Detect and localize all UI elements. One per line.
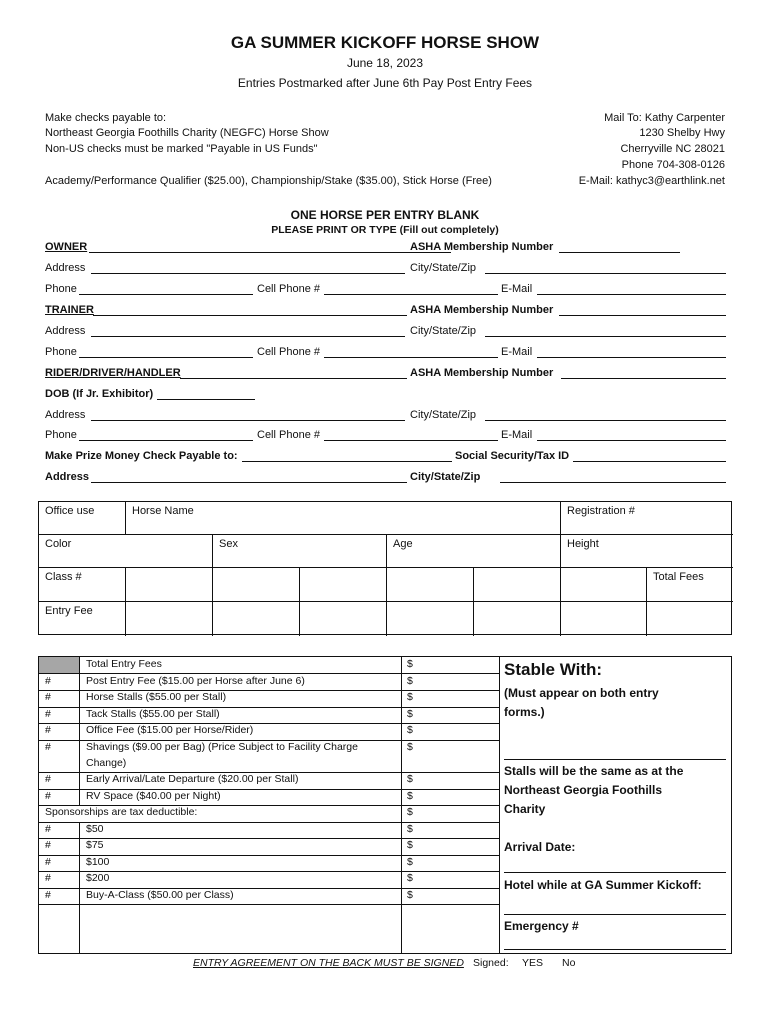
fee-label: $100	[86, 855, 110, 868]
fee-cell-5[interactable]	[474, 602, 561, 636]
sex-label: Sex	[219, 538, 238, 550]
height-cell[interactable]	[561, 535, 733, 568]
phone-label: Phone	[45, 429, 77, 441]
fee-label: Office Fee ($15.00 per Horse/Rider)	[86, 724, 254, 736]
mail-street: 1230 Shelby Hwy	[639, 127, 725, 139]
prize-address-field[interactable]	[91, 482, 407, 483]
fee-qty[interactable]: #	[45, 888, 51, 901]
post-entry-notice: Entries Postmarked after June 6th Pay Post Entry Fees	[237, 76, 533, 90]
fee-amount[interactable]: $	[407, 691, 413, 703]
fee-qty[interactable]: #	[45, 674, 51, 687]
owner-address-row	[45, 262, 726, 276]
signed-no-option[interactable]: No	[562, 957, 576, 969]
owner-label: OWNER	[45, 241, 88, 253]
trainer-city-field[interactable]	[485, 336, 726, 337]
fee-qty[interactable]: #	[45, 773, 51, 785]
fee-row	[39, 723, 499, 740]
trainer-label: TRAINER	[45, 304, 94, 316]
fee-label: Total Entry Fees	[86, 658, 162, 670]
prize-payee-field[interactable]	[242, 461, 452, 462]
fee-label: $50	[86, 822, 104, 835]
entry-fee-label: Entry Fee	[45, 605, 93, 617]
prize-city-field[interactable]	[500, 482, 726, 483]
horse-table	[38, 501, 732, 635]
fee-row	[39, 871, 499, 888]
total-fees-label: Total Fees	[653, 571, 704, 583]
stable-with-field[interactable]	[504, 759, 726, 760]
owner-city-field[interactable]	[485, 273, 726, 274]
fee-cell-1[interactable]	[126, 602, 213, 636]
payable-label: Make checks payable to:	[45, 112, 167, 124]
owner-row	[45, 241, 726, 255]
rider-address-field[interactable]	[91, 420, 405, 421]
stable-note-2: forms.)	[504, 705, 545, 719]
mail-email: E-Mail: kathyc3@earthlink.net	[578, 175, 725, 187]
owner-cell-field[interactable]	[324, 294, 498, 295]
payable-to: Northeast Georgia Foothills Charity (NEGFC) Horse Show	[45, 127, 329, 139]
trainer-email-field[interactable]	[537, 357, 726, 358]
fee-qty[interactable]: #	[45, 839, 51, 851]
fee-cell-2[interactable]	[213, 602, 300, 636]
stable-note-1: (Must appear on both entry	[504, 686, 659, 700]
age-cell[interactable]	[387, 535, 561, 568]
fee-amount[interactable]: $	[407, 888, 413, 901]
city-label: City/State/Zip	[410, 409, 477, 421]
hotel-field[interactable]	[504, 914, 726, 915]
total-fees-cell	[647, 568, 733, 602]
class-cell-5[interactable]	[474, 568, 561, 602]
trainer-address-field[interactable]	[91, 336, 405, 337]
owner-field[interactable]	[89, 252, 451, 253]
dob-row	[45, 388, 726, 402]
arrival-date-label: Arrival Date:	[504, 840, 576, 854]
owner-address-field[interactable]	[91, 273, 405, 274]
fee-qty[interactable]: #	[45, 740, 51, 753]
fee-cell-4[interactable]	[387, 602, 474, 636]
fee-qty[interactable]: #	[45, 822, 51, 835]
trainer-address-row	[45, 325, 726, 339]
class-no-label: Class #	[45, 571, 82, 583]
cell-label: Cell Phone #	[257, 346, 320, 358]
office-use-label: Office use	[45, 505, 95, 517]
form-heading: ONE HORSE PER ENTRY BLANK	[290, 208, 480, 222]
fee-row	[39, 657, 499, 674]
rider-phone-field[interactable]	[79, 440, 253, 441]
class-cell-2[interactable]	[213, 568, 300, 602]
fee-amount[interactable]: $	[407, 674, 413, 687]
fee-row	[39, 690, 499, 707]
trainer-cell-field[interactable]	[324, 357, 498, 358]
fee-label: $75	[86, 839, 104, 851]
asha-label: ASHA Membership Number	[410, 304, 554, 316]
fee-row	[39, 789, 499, 806]
owner-phone-field[interactable]	[79, 294, 253, 295]
rider-asha-field[interactable]	[561, 378, 726, 379]
fee-amount[interactable]: $	[407, 855, 413, 868]
asha-label: ASHA Membership Number	[410, 241, 554, 253]
mail-phone: Phone 704-308-0126	[621, 159, 725, 171]
phone-label: Phone	[45, 283, 77, 295]
fee-label: RV Space ($40.00 per Night)	[86, 789, 221, 802]
fee-qty[interactable]: #	[45, 724, 51, 736]
rider-row	[45, 367, 726, 381]
rider-phone-row	[45, 429, 726, 443]
stalls-same-1: Stalls will be the same as at the	[504, 764, 684, 778]
office-use-cell	[39, 502, 126, 535]
rider-label: RIDER/DRIVER/HANDLER	[45, 367, 181, 379]
asha-label: ASHA Membership Number	[410, 367, 554, 379]
fee-cell-6[interactable]	[561, 602, 647, 636]
hotel-label: Hotel while at GA Summer Kickoff:	[504, 878, 702, 892]
fee-label: Post Entry Fee ($15.00 per Horse after June 6)	[86, 674, 305, 687]
trainer-row	[45, 304, 726, 318]
fee-row	[39, 838, 499, 855]
trainer-field[interactable]	[93, 315, 407, 316]
fee-row	[39, 822, 499, 839]
fee-amount[interactable]: $	[407, 822, 413, 835]
city-label: City/State/Zip	[410, 471, 481, 483]
city-label: City/State/Zip	[410, 262, 477, 274]
phone-label: Phone	[45, 346, 77, 358]
fee-cell-3[interactable]	[300, 602, 387, 636]
sponsorship-note: Sponsorships are tax deductible:	[45, 806, 198, 818]
fee-label: Change)	[86, 756, 127, 769]
fee-row	[39, 707, 499, 724]
color-label: Color	[45, 538, 72, 550]
fee-qty[interactable]: #	[45, 691, 51, 703]
owner-asha-field[interactable]	[559, 252, 680, 253]
registration-cell[interactable]	[561, 502, 733, 535]
fee-label: Shavings ($9.00 per Bag) (Price Subject to Facility Charge	[86, 740, 358, 753]
fee-label: Tack Stalls ($55.00 per Stall)	[86, 707, 220, 720]
ssn-field[interactable]	[573, 461, 726, 462]
class-cell-4[interactable]	[387, 568, 474, 602]
horse-name-cell[interactable]	[126, 502, 561, 535]
prize-address-row	[45, 471, 726, 485]
fee-qty[interactable]: #	[45, 872, 51, 884]
dob-label: DOB (If Jr. Exhibitor)	[45, 388, 154, 400]
fee-amount[interactable]: $	[407, 707, 413, 720]
dob-field[interactable]	[157, 399, 255, 400]
rider-cell-field[interactable]	[324, 440, 498, 441]
show-date: June 18, 2023	[346, 56, 424, 70]
stable-with-title: Stable With:	[504, 660, 603, 679]
ssn-label: Social Security/Tax ID	[455, 450, 570, 462]
prize-label: Make Prize Money Check Payable to:	[45, 450, 238, 462]
fee-label: $200	[86, 872, 110, 884]
registration-label: Registration #	[567, 505, 635, 517]
fee-qty[interactable]: #	[45, 789, 51, 802]
fee-amount[interactable]: $	[407, 724, 413, 736]
height-label: Height	[567, 538, 599, 550]
signed-label: Signed:	[473, 957, 509, 969]
fee-amount[interactable]: $	[407, 773, 413, 785]
fee-total-cell[interactable]	[647, 602, 733, 636]
owner-phone-row	[45, 283, 726, 297]
fee-row	[39, 888, 499, 905]
city-label: City/State/Zip	[410, 325, 477, 337]
stalls-same-3: Charity	[504, 802, 546, 816]
color-cell[interactable]	[39, 535, 213, 568]
page-title: GA SUMMER KICKOFF HORSE SHOW	[230, 33, 540, 52]
fee-amount[interactable]: $	[407, 872, 413, 884]
class-no-cell	[39, 568, 126, 602]
emergency-field[interactable]	[504, 949, 726, 950]
fee-label: Horse Stalls ($55.00 per Stall)	[86, 691, 227, 703]
fee-label: Early Arrival/Late Departure ($20.00 per Stall)	[86, 773, 299, 785]
sex-cell[interactable]	[213, 535, 387, 568]
entry-fee-cell	[39, 602, 126, 636]
mail-to: Mail To: Kathy Carpenter	[604, 112, 725, 124]
fee-amount[interactable]: $	[407, 789, 413, 802]
fee-amount[interactable]: $	[407, 740, 413, 753]
prize-row	[45, 450, 726, 464]
emergency-label: Emergency #	[504, 919, 579, 933]
trainer-phone-field[interactable]	[79, 357, 253, 358]
fee-amount[interactable]: $	[407, 839, 413, 851]
fees-table	[38, 656, 732, 954]
class-cell-3[interactable]	[300, 568, 387, 602]
stalls-same-2: Northeast Georgia Foothills	[504, 783, 663, 797]
class-fees-note: Academy/Performance Qualifier ($25.00), Championship/Stake ($35.00), Stick Horse (Free)	[45, 175, 492, 187]
address-label: Address	[45, 262, 86, 274]
address-label: Address	[45, 409, 86, 421]
rider-email-field[interactable]	[537, 440, 726, 441]
sponsorship-row	[39, 805, 499, 822]
rider-address-row	[45, 409, 726, 423]
fee-amount[interactable]: $	[407, 658, 413, 670]
class-cell-1[interactable]	[126, 568, 213, 602]
rider-field[interactable]	[180, 378, 407, 379]
fee-label: Buy-A-Class ($50.00 per Class)	[86, 888, 234, 901]
trainer-asha-field[interactable]	[559, 315, 726, 316]
address-label: Address	[45, 325, 86, 337]
fee-qty[interactable]: #	[45, 855, 51, 868]
cell-label: Cell Phone #	[257, 429, 320, 441]
owner-email-field[interactable]	[537, 294, 726, 295]
non-us-note: Non-US checks must be marked "Payable in US Funds"	[45, 143, 318, 155]
fee-row	[39, 772, 499, 789]
fee-row	[39, 855, 499, 872]
address-label: Address	[45, 471, 90, 483]
age-label: Age	[393, 538, 413, 550]
fee-qty[interactable]: #	[45, 707, 51, 720]
rider-city-field[interactable]	[485, 420, 726, 421]
email-label: E-Mail	[501, 283, 533, 295]
email-label: E-Mail	[501, 429, 533, 441]
email-label: E-Mail	[501, 346, 533, 358]
mail-city: Cherryville NC 28021	[620, 143, 725, 155]
fee-amount[interactable]: $	[407, 806, 413, 818]
fee-row	[39, 674, 499, 691]
fees-col-divider-3	[499, 657, 500, 953]
horse-name-label: Horse Name	[132, 505, 194, 517]
entry-agreement-note: ENTRY AGREEMENT ON THE BACK MUST BE SIGNED	[193, 957, 464, 969]
fee-row-cont	[39, 756, 499, 773]
class-cell-6[interactable]	[561, 568, 647, 602]
fee-row	[39, 740, 499, 757]
arrival-date-field[interactable]	[504, 872, 726, 873]
signed-yes-option[interactable]: YES	[522, 957, 544, 969]
trainer-phone-row	[45, 346, 726, 360]
cell-label: Cell Phone #	[257, 283, 320, 295]
form-subheading: PLEASE PRINT OR TYPE (Fill out completely)	[271, 224, 499, 236]
